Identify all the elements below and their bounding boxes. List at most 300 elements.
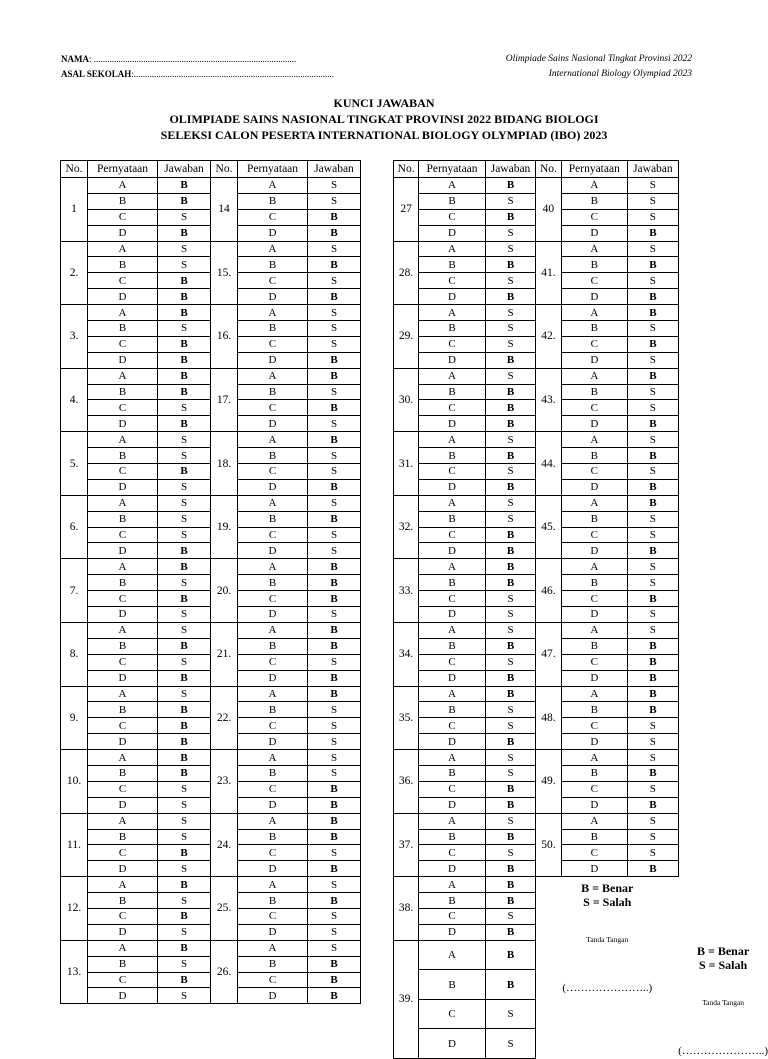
table-row [61, 178, 361, 194]
statement-label: A [419, 622, 486, 638]
answer-legend [678, 944, 768, 972]
table-row [394, 654, 768, 670]
answer-cell: S [158, 527, 211, 543]
statement-label: B [419, 575, 486, 591]
column-header-statement: Pernyataan [561, 161, 628, 178]
answer-cell: B [308, 257, 361, 273]
statement-label: A [88, 940, 158, 956]
answer-cell: B [628, 654, 679, 670]
answer-cell: B [628, 861, 679, 877]
answer-cell: B [308, 591, 361, 607]
answer-cell: B [628, 416, 679, 432]
statement-label: C [88, 908, 158, 924]
statement-label: A [88, 622, 158, 638]
answer-cell: S [308, 273, 361, 289]
table-row [394, 797, 768, 813]
statement-label: D [419, 289, 486, 305]
statement-label: A [238, 686, 308, 702]
statement-label: B [238, 448, 308, 464]
statement-label: B [238, 956, 308, 972]
answer-cell: S [308, 464, 361, 480]
question-number: 11. [61, 813, 88, 877]
answer-cell: S [628, 193, 679, 209]
answer-cell: B [158, 908, 211, 924]
statement-label: B [561, 448, 628, 464]
answer-cell: S [485, 368, 536, 384]
statement-label: D [238, 670, 308, 686]
table-row [394, 829, 768, 845]
answer-cell: S [308, 193, 361, 209]
answer-cell: S [308, 908, 361, 924]
statement-label: B [238, 321, 308, 337]
question-number: 14 [211, 178, 238, 242]
answer-cell: B [158, 670, 211, 686]
question-number: 23. [211, 750, 238, 814]
answer-cell: S [308, 321, 361, 337]
answer-cell: B [308, 829, 361, 845]
statement-label: D [419, 1029, 486, 1059]
question-number: 46. [536, 559, 561, 623]
table-row [394, 845, 768, 861]
answer-cell: B [628, 225, 679, 241]
statement-label: C [419, 999, 486, 1029]
statement-label: B [561, 257, 628, 273]
signature-blank: (…………………..) [678, 1044, 768, 1058]
name-label: NAMA [61, 54, 89, 64]
answer-cell: S [485, 908, 536, 924]
answer-cell: B [308, 209, 361, 225]
statement-label: B [419, 829, 486, 845]
answer-cell: B [158, 877, 211, 893]
answer-cell: S [628, 845, 679, 861]
question-number: 34. [394, 622, 419, 686]
statement-label: C [238, 527, 308, 543]
statement-label: C [238, 209, 308, 225]
statement-label: C [561, 400, 628, 416]
answer-cell: B [308, 686, 361, 702]
statement-label: C [419, 781, 486, 797]
table-row [61, 495, 361, 511]
answer-cell: B [628, 702, 679, 718]
table-row [394, 289, 768, 305]
statement-label: B [238, 575, 308, 591]
statement-label: B [88, 321, 158, 337]
table-row [394, 622, 768, 638]
answer-cell: S [628, 178, 679, 194]
answer-cell: B [158, 702, 211, 718]
table-row [394, 305, 768, 321]
statement-label: D [419, 479, 486, 495]
question-number: 37. [394, 813, 419, 877]
statement-label: D [88, 479, 158, 495]
answer-cell: S [628, 209, 679, 225]
answer-cell: S [628, 273, 679, 289]
table-row [394, 384, 768, 400]
statement-label: C [419, 718, 486, 734]
question-number: 12. [61, 877, 88, 941]
answer-cell: S [158, 448, 211, 464]
question-number: 27 [394, 178, 419, 242]
statement-label: D [561, 352, 628, 368]
table-row [394, 257, 768, 273]
question-number: 50. [536, 813, 561, 877]
statement-label: A [238, 750, 308, 766]
answer-cell: S [158, 321, 211, 337]
answer-cell: B [158, 352, 211, 368]
answer-cell: B [158, 178, 211, 194]
answer-cell: S [158, 813, 211, 829]
statement-label: A [561, 559, 628, 575]
statement-label: B [561, 321, 628, 337]
answer-cell: B [158, 416, 211, 432]
answer-cell: S [308, 750, 361, 766]
statement-label: A [238, 622, 308, 638]
answer-cell: B [308, 956, 361, 972]
question-number: 7. [61, 559, 88, 623]
statement-label: B [88, 384, 158, 400]
question-number: 38. [394, 877, 419, 941]
question-number: 20. [211, 559, 238, 623]
statement-label: C [88, 591, 158, 607]
answer-cell: S [158, 654, 211, 670]
statement-label: D [238, 289, 308, 305]
statement-label: B [88, 956, 158, 972]
answer-cell: B [308, 575, 361, 591]
table-row [394, 193, 768, 209]
statement-label: D [238, 607, 308, 623]
answer-cell: S [485, 321, 536, 337]
signature-label: Tanda Tangan [536, 933, 678, 947]
answer-cell: S [628, 511, 679, 527]
statement-label: C [419, 654, 486, 670]
question-number: 44. [536, 432, 561, 496]
answer-cell: S [628, 718, 679, 734]
question-number: 25. [211, 877, 238, 941]
question-number: 9. [61, 686, 88, 750]
question-number: 15. [211, 241, 238, 305]
statement-label: C [88, 654, 158, 670]
statement-label: C [419, 273, 486, 289]
event-line-2: International Biology Olympiad 2023 [506, 67, 692, 82]
statement-label: C [419, 845, 486, 861]
statement-label: D [238, 479, 308, 495]
question-number: 13. [61, 940, 88, 1004]
statement-label: A [419, 750, 486, 766]
question-number: 33. [394, 559, 419, 623]
answer-cell: B [485, 670, 536, 686]
answer-cell: B [158, 940, 211, 956]
question-number: 36. [394, 750, 419, 814]
statement-label: B [238, 384, 308, 400]
statement-label: C [238, 591, 308, 607]
question-number: 30. [394, 368, 419, 432]
statement-label: A [419, 432, 486, 448]
answer-key-table-right [393, 160, 768, 1059]
answer-cell: B [158, 845, 211, 861]
table-row [394, 861, 768, 877]
table-row [394, 448, 768, 464]
statement-label: B [238, 829, 308, 845]
statement-label: B [238, 511, 308, 527]
statement-label: B [419, 893, 486, 909]
answer-cell: B [485, 209, 536, 225]
statement-label: B [88, 702, 158, 718]
statement-label: A [88, 432, 158, 448]
statement-label: D [238, 225, 308, 241]
answer-cell: S [485, 495, 536, 511]
question-number: 39. [394, 940, 419, 1058]
statement-label: C [561, 464, 628, 480]
school-blank: :......................................................................................... [131, 69, 334, 79]
answer-cell: S [158, 479, 211, 495]
answer-cell: S [628, 464, 679, 480]
answer-cell: S [628, 750, 679, 766]
answer-cell: S [628, 813, 679, 829]
statement-label: B [238, 257, 308, 273]
question-number: 32. [394, 495, 419, 559]
answer-cell: S [485, 702, 536, 718]
signature-blank: (…………………..) [536, 981, 678, 995]
answer-cell: S [628, 527, 679, 543]
statement-label: D [88, 861, 158, 877]
answer-cell: B [485, 400, 536, 416]
signature-label: Tanda Tangan [678, 996, 768, 1010]
question-number: 31. [394, 432, 419, 496]
answer-cell: S [158, 575, 211, 591]
answer-cell: B [628, 368, 679, 384]
answer-cell: B [628, 289, 679, 305]
statement-label: B [419, 511, 486, 527]
answer-cell: S [485, 432, 536, 448]
statement-label: C [238, 336, 308, 352]
table-row [394, 750, 768, 766]
statement-label: C [419, 527, 486, 543]
legend-salah: S = Salah [678, 958, 768, 972]
statement-label: B [561, 638, 628, 654]
statement-label: C [88, 273, 158, 289]
statement-label: C [561, 654, 628, 670]
question-number: 43. [536, 368, 561, 432]
answer-cell: B [628, 543, 679, 559]
answer-cell: B [158, 289, 211, 305]
statement-label: A [88, 813, 158, 829]
answer-cell: B [308, 988, 361, 1004]
statement-label: C [238, 908, 308, 924]
statement-label: A [419, 940, 486, 970]
answer-cell: S [158, 686, 211, 702]
statement-label: C [238, 400, 308, 416]
statement-label: C [561, 591, 628, 607]
statement-label: B [88, 193, 158, 209]
answer-cell: S [628, 575, 679, 591]
answer-cell: B [485, 416, 536, 432]
statement-label: B [88, 511, 158, 527]
answer-cell: S [308, 765, 361, 781]
answer-cell: S [628, 734, 679, 750]
answer-cell: B [158, 273, 211, 289]
answer-cell: S [628, 559, 679, 575]
table-row [394, 495, 768, 511]
answer-cell: B [485, 575, 536, 591]
answer-cell: B [485, 638, 536, 654]
answer-cell: S [628, 352, 679, 368]
answer-cell: B [158, 384, 211, 400]
statement-label: A [88, 559, 158, 575]
answer-cell: B [158, 225, 211, 241]
answer-cell: S [158, 924, 211, 940]
column-header-answer: Jawaban [485, 161, 536, 178]
table-row [394, 765, 768, 781]
statement-label: D [419, 734, 486, 750]
answer-cell: S [308, 305, 361, 321]
answer-cell: S [308, 495, 361, 511]
statement-label: A [561, 241, 628, 257]
answer-cell: S [485, 225, 536, 241]
statement-label: D [238, 924, 308, 940]
statement-label: B [88, 893, 158, 909]
table-row [394, 400, 768, 416]
statement-label: D [88, 670, 158, 686]
answer-cell: S [485, 591, 536, 607]
statement-label: D [561, 734, 628, 750]
question-number: 1 [61, 178, 88, 242]
statement-label: D [561, 543, 628, 559]
answer-cell: B [485, 352, 536, 368]
table-row [394, 511, 768, 527]
answer-cell: B [485, 527, 536, 543]
answer-cell: S [485, 464, 536, 480]
document-title [0, 95, 768, 143]
statement-label: D [561, 225, 628, 241]
answer-cell: B [308, 813, 361, 829]
statement-label: D [88, 416, 158, 432]
statement-label: A [419, 178, 486, 194]
statement-label: D [419, 225, 486, 241]
table-row [394, 178, 768, 194]
answer-cell: S [158, 622, 211, 638]
question-number: 5. [61, 432, 88, 496]
table-row [61, 686, 361, 702]
answer-cell: B [485, 924, 536, 940]
statement-label: A [419, 877, 486, 893]
statement-label: A [419, 559, 486, 575]
statement-label: A [561, 495, 628, 511]
event-line-1: Olimpiade Sains Nasional Tingkat Provinsi 2022 [506, 52, 692, 67]
answer-cell: S [158, 241, 211, 257]
answer-cell: B [308, 432, 361, 448]
statement-label: D [238, 734, 308, 750]
table-row [394, 527, 768, 543]
answer-cell: S [158, 400, 211, 416]
answer-cell: B [485, 970, 536, 1000]
table-row [61, 241, 361, 257]
participant-info [61, 52, 334, 82]
statement-label: C [238, 718, 308, 734]
statement-label: C [419, 400, 486, 416]
statement-label: D [238, 352, 308, 368]
statement-label: B [561, 829, 628, 845]
table-row [394, 352, 768, 368]
statement-label: A [88, 178, 158, 194]
table-row [394, 543, 768, 559]
answer-cell: B [628, 686, 679, 702]
answer-cell: B [308, 670, 361, 686]
column-header-answer: Jawaban [308, 161, 361, 178]
statement-label: B [419, 257, 486, 273]
question-number: 47. [536, 622, 561, 686]
answer-cell: B [485, 940, 536, 970]
statement-label: B [419, 765, 486, 781]
table-row [394, 225, 768, 241]
statement-label: B [88, 257, 158, 273]
statement-label: D [561, 479, 628, 495]
statement-label: A [561, 622, 628, 638]
table-row [394, 321, 768, 337]
statement-label: A [238, 178, 308, 194]
statement-label: B [238, 893, 308, 909]
column-header-no: No. [61, 161, 88, 178]
answer-cell: B [158, 543, 211, 559]
answer-cell: B [308, 352, 361, 368]
statement-label: B [88, 448, 158, 464]
answer-cell: B [628, 591, 679, 607]
table-row [394, 638, 768, 654]
question-number: 35. [394, 686, 419, 750]
question-number: 49. [536, 750, 561, 814]
question-number: 2. [61, 241, 88, 305]
answer-cell: B [628, 305, 679, 321]
answer-cell: B [485, 448, 536, 464]
answer-cell: S [158, 829, 211, 845]
answer-cell: B [158, 464, 211, 480]
statement-label: A [88, 368, 158, 384]
statement-label: A [561, 178, 628, 194]
answer-cell: S [158, 432, 211, 448]
statement-label: A [419, 495, 486, 511]
statement-label: A [238, 305, 308, 321]
statement-label: C [88, 845, 158, 861]
answer-cell: B [628, 638, 679, 654]
answer-cell: S [158, 495, 211, 511]
answer-cell: S [158, 797, 211, 813]
statement-label: D [561, 670, 628, 686]
statement-label: A [238, 241, 308, 257]
table-row [394, 416, 768, 432]
statement-label: B [419, 702, 486, 718]
statement-label: B [419, 321, 486, 337]
answer-cell: B [158, 972, 211, 988]
answer-cell: B [485, 289, 536, 305]
statement-label: B [561, 384, 628, 400]
question-number: 28. [394, 241, 419, 305]
statement-label: D [88, 734, 158, 750]
column-header-statement: Pernyataan [88, 161, 158, 178]
statement-label: D [88, 797, 158, 813]
answer-cell: B [485, 543, 536, 559]
statement-label: A [419, 241, 486, 257]
statement-label: C [561, 273, 628, 289]
answer-cell: B [308, 368, 361, 384]
statement-label: A [88, 241, 158, 257]
statement-label: D [419, 416, 486, 432]
answer-cell: S [308, 940, 361, 956]
statement-label: B [88, 829, 158, 845]
table-row [394, 209, 768, 225]
table-row [61, 559, 361, 575]
answer-cell: S [485, 193, 536, 209]
table-row [394, 718, 768, 734]
answer-cell: S [485, 813, 536, 829]
